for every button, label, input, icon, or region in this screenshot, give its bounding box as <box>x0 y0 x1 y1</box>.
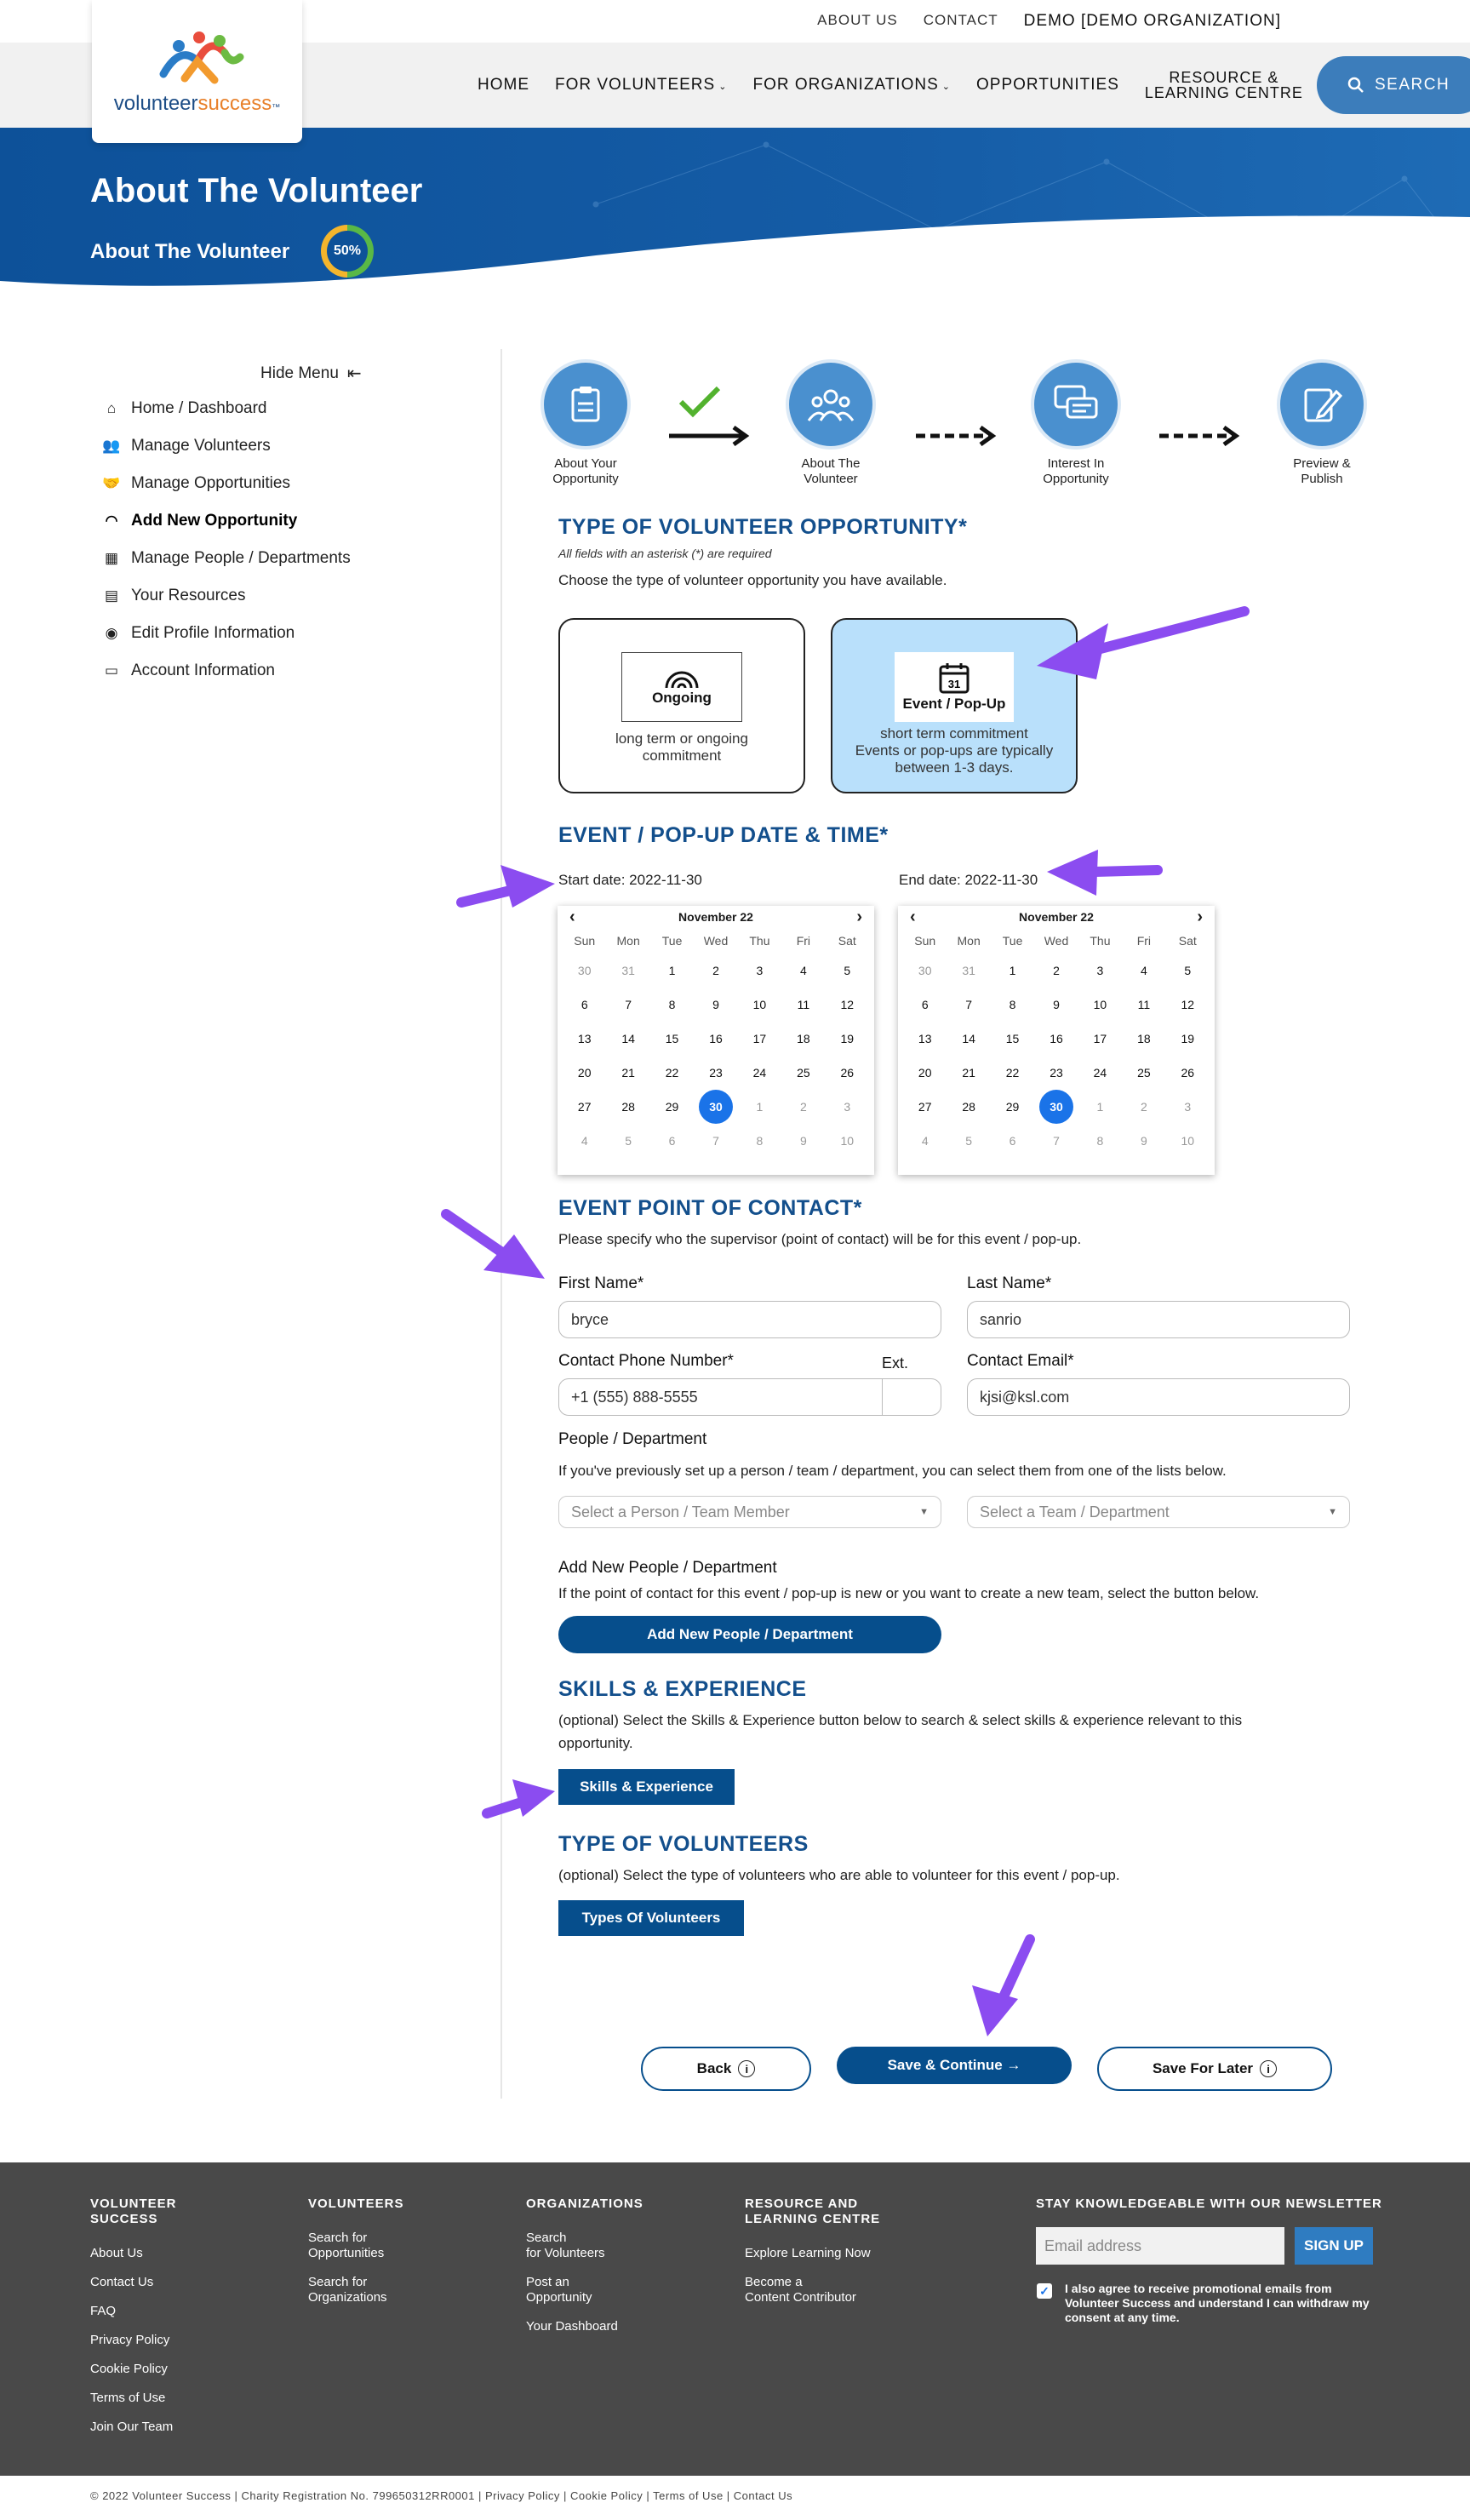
weekday-label: Tue <box>1002 934 1023 948</box>
calendar-day[interactable]: 15 <box>1005 1032 1020 1045</box>
calendar-day[interactable]: 5 <box>844 964 851 977</box>
weekday-label: Fri <box>796 934 811 948</box>
calendar-day[interactable]: 16 <box>1050 1032 1063 1045</box>
calendar-day[interactable]: 3 <box>1096 964 1104 977</box>
footer-link[interactable]: Join Our Team <box>90 2420 174 2434</box>
volunteer-types-description: (optional) Select the type of volunteers who are able to volunteer for this event / pop-up. <box>558 1867 1120 1883</box>
type-description: Choose the type of volunteer opportunity you have available. <box>558 572 947 588</box>
footer-link[interactable]: Privacy Policy <box>90 2333 170 2347</box>
calendar-day[interactable]: 22 <box>1005 1066 1020 1080</box>
calendar-day[interactable]: 30 <box>918 964 932 977</box>
next-month-button[interactable]: › <box>856 907 862 926</box>
volunteer-types-heading: TYPE OF VOLUNTEERS <box>558 1832 809 1856</box>
people-group-icon <box>807 383 855 426</box>
logo[interactable] <box>92 0 302 143</box>
calendar-day[interactable]: 21 <box>621 1066 635 1080</box>
select-person-dropdown[interactable]: Select a Person / Team Member ▼ <box>558 1496 941 1528</box>
annotation-arrow-icon <box>967 1933 1038 2042</box>
selected-day[interactable]: 30 <box>699 1090 733 1124</box>
calendar-day[interactable]: 30 <box>577 964 592 977</box>
calendar-day[interactable]: 31 <box>621 964 635 977</box>
info-icon: i <box>1260 2060 1277 2077</box>
calendar-day[interactable]: 2 <box>799 1100 807 1114</box>
weekday-label: Mon <box>616 934 640 948</box>
calendar-day[interactable]: 6 <box>581 998 588 1011</box>
copyright: © 2022 Volunteer Success | Charity Registration No. 799650312RR0001 | Privacy Policy | Cookie Policy | Terms of Use | Contact Us <box>90 2489 793 2502</box>
footer-link[interactable]: About Us <box>90 2246 143 2260</box>
rainbow-icon <box>663 667 701 690</box>
hero-banner <box>0 128 1470 302</box>
chevron-down-icon: ⌄ <box>938 82 952 92</box>
type-heading: TYPE OF VOLUNTEER OPPORTUNITY* <box>558 515 968 539</box>
calendar-day[interactable]: 27 <box>577 1100 592 1114</box>
calendar-day[interactable]: 19 <box>1181 1032 1195 1045</box>
last-name-label: Last Name* <box>967 1274 1052 1292</box>
weekday-label: Wed <box>1044 934 1069 948</box>
skills-description-2: opportunity. <box>558 1735 633 1751</box>
calendar-day[interactable]: 8 <box>668 998 676 1011</box>
edit-document-icon <box>1301 383 1343 426</box>
footer-link[interactable]: Become a Content Contributor <box>745 2275 856 2305</box>
calendar-month: November 22 <box>1019 910 1094 924</box>
calendar-day[interactable]: 9 <box>1140 1134 1147 1148</box>
footer-link[interactable]: Contact Us <box>90 2275 154 2289</box>
svg-text:31: 31 <box>947 678 961 690</box>
calendar-day[interactable]: 29 <box>1005 1100 1020 1114</box>
hero-wave <box>0 128 1470 302</box>
calendar-day[interactable]: 29 <box>665 1100 679 1114</box>
footer-link[interactable]: Search for Organizations <box>308 2275 387 2305</box>
calendar-month: November 22 <box>678 910 753 924</box>
phone-label: Contact Phone Number* <box>558 1352 734 1370</box>
clipboard-icon <box>564 383 607 426</box>
calendar-day[interactable]: 4 <box>1140 964 1147 977</box>
contact-description: Please specify who the supervisor (point of contact) will be for this event / pop-up. <box>558 1231 1082 1247</box>
weekday-label: Fri <box>1136 934 1152 948</box>
page-subtitle: About The Volunteer <box>90 240 290 263</box>
newsletter-heading: STAY KNOWLEDGEABLE WITH OUR NEWSLETTER <box>1036 2196 1382 2211</box>
weekday-label: Thu <box>1090 934 1111 948</box>
building-icon: ▦ <box>104 550 119 566</box>
calendar-day[interactable]: 8 <box>1009 998 1016 1011</box>
organization-name[interactable]: DEMO [DEMO ORGANIZATION] <box>1023 12 1281 30</box>
calendar-day[interactable] <box>694 1090 737 1124</box>
start-date-calendar <box>558 906 874 1175</box>
calendar-day[interactable]: 18 <box>797 1032 810 1045</box>
calendar-day[interactable]: 26 <box>840 1066 855 1080</box>
home-icon: ⌂ <box>106 400 117 416</box>
calendar-day[interactable]: 25 <box>1137 1066 1151 1080</box>
step-arrow-dashed <box>1159 426 1241 446</box>
annotation-arrow-icon <box>482 1776 558 1822</box>
step-interest[interactable]: Interest In Opportunity <box>999 363 1153 487</box>
footer-link[interactable]: Search for Volunteers <box>526 2231 605 2260</box>
calendar-day[interactable]: 2 <box>712 964 719 977</box>
nav-home[interactable]: HOME <box>478 76 529 94</box>
page-title: About The Volunteer <box>90 172 423 209</box>
newsletter-email-input[interactable]: Email address <box>1036 2227 1284 2265</box>
calendar-day[interactable]: 22 <box>665 1066 679 1080</box>
calendar-day[interactable]: 13 <box>918 1032 932 1045</box>
logo-people-icon <box>146 27 249 87</box>
sidebar-item-account[interactable]: ▭ Account Information <box>102 652 351 690</box>
weekday-label: Tue <box>661 934 683 948</box>
calendar-day[interactable]: 7 <box>712 1134 719 1148</box>
dates-heading: EVENT / POP-UP DATE & TIME* <box>558 823 889 847</box>
top-links <box>817 12 1281 31</box>
calendar-day[interactable]: 1 <box>756 1100 764 1114</box>
footer-link[interactable]: Explore Learning Now <box>745 2246 871 2260</box>
calendar-day[interactable]: 7 <box>1053 1134 1060 1148</box>
email-input[interactable]: kjsi@ksl.com <box>967 1378 1350 1416</box>
ext-input[interactable] <box>882 1378 941 1416</box>
sidebar-item-add-new-opportunity[interactable]: ◠ Add New Opportunity <box>102 502 351 540</box>
email-label: Contact Email* <box>967 1352 1074 1370</box>
calendar-day[interactable]: 3 <box>756 964 764 977</box>
first-name-input[interactable]: bryce <box>558 1301 941 1338</box>
calendar-day[interactable]: 24 <box>752 1066 767 1080</box>
progress-percent: 50% <box>327 231 368 272</box>
calendar-day[interactable]: 2 <box>1053 964 1060 977</box>
back-button[interactable]: Back i <box>641 2047 811 2091</box>
footer-link[interactable]: Search for Opportunities <box>308 2231 385 2260</box>
ongoing-card[interactable]: Ongoing long term or ongoing commitment <box>558 618 805 793</box>
calendar-day[interactable]: 14 <box>621 1032 635 1045</box>
calendar-day[interactable]: 23 <box>709 1066 723 1080</box>
sidebar-item-edit-profile[interactable]: ◉ Edit Profile Information <box>102 615 351 652</box>
caret-down-icon: ▼ <box>919 1507 929 1517</box>
footer-col-volunteer-success: VOLUNTEER SUCCESS About Us Contact Us FAQ Privacy Policy Cookie Policy Terms of Use Join Our Team <box>90 2196 177 2434</box>
select-team-dropdown[interactable]: Select a Team / Department ▼ <box>967 1496 1350 1528</box>
footer-link[interactable]: Terms of Use <box>90 2391 166 2405</box>
sign-up-button[interactable]: SIGN UP <box>1295 2227 1373 2265</box>
calendar-day[interactable]: 15 <box>665 1032 679 1045</box>
calendar-day[interactable]: 16 <box>709 1032 723 1045</box>
calendar-day[interactable]: 9 <box>799 1134 807 1148</box>
ext-label: Ext. <box>882 1354 909 1372</box>
sidebar-item-home[interactable]: ⌂ Home / Dashboard <box>102 390 351 427</box>
calendar-day[interactable]: 10 <box>1093 998 1107 1011</box>
weekday-label: Sat <box>1178 934 1197 948</box>
sidebar-item-resources[interactable]: ▤ Your Resources <box>102 577 351 615</box>
nav-resource-centre[interactable]: RESOURCE & LEARNING CENTRE <box>1144 69 1303 101</box>
consent-checkbox[interactable]: ✓ <box>1037 2283 1052 2299</box>
calendar-day[interactable]: 13 <box>577 1032 592 1045</box>
calendar-day[interactable]: 7 <box>965 998 973 1011</box>
weekday-label: Wed <box>703 934 729 948</box>
phone-input[interactable]: +1 (555) 888-5555 <box>558 1378 884 1416</box>
calendar-day[interactable]: 14 <box>962 1032 975 1045</box>
chat-icon <box>1052 383 1100 426</box>
weekday-label: Thu <box>749 934 770 948</box>
calendar-day[interactable]: 1 <box>1096 1100 1104 1114</box>
calendar-day[interactable]: 8 <box>1096 1134 1104 1148</box>
calendar-day[interactable]: 10 <box>1181 1134 1195 1148</box>
sidebar-item-manage-people[interactable]: ▦ Manage People / Departments <box>102 540 351 577</box>
end-date-calendar <box>898 906 1215 1175</box>
next-month-button[interactable]: › <box>1197 907 1203 926</box>
types-of-volunteers-button[interactable]: Types Of Volunteers <box>558 1900 744 1936</box>
people-description: If you've previously set up a person / team / department, you can select them from one of the lists below. <box>558 1463 1227 1479</box>
calendar-day[interactable]: 28 <box>962 1100 975 1114</box>
skills-experience-button[interactable]: Skills & Experience <box>558 1769 735 1805</box>
sidebar-item-manage-volunteers[interactable]: 👥 Manage Volunteers <box>102 437 271 455</box>
weekday-label: Sat <box>838 934 856 948</box>
calendar-day[interactable]: 3 <box>844 1100 851 1114</box>
step-about-volunteer[interactable]: About The Volunteer <box>754 363 907 487</box>
people-icon: 👥 <box>102 438 121 454</box>
caret-down-icon: ▼ <box>1328 1507 1337 1517</box>
handshake-icon: 🤝 <box>102 475 121 491</box>
footer-link[interactable]: FAQ <box>90 2304 117 2318</box>
calendar-day[interactable]: 28 <box>621 1100 635 1114</box>
calendar-day[interactable]: 5 <box>965 1134 973 1148</box>
footer-col-volunteers: VOLUNTEERS Search for Opportunities Search for Organizations <box>308 2196 404 2305</box>
calendar-day[interactable]: 10 <box>752 998 767 1011</box>
nav-for-organizations[interactable]: FOR ORGANIZATIONS ⌄ <box>752 76 952 94</box>
sidebar-item-manage-opportunities[interactable]: 🤝 Manage Opportunities <box>102 474 290 492</box>
collapse-arrow-icon: ⇤ <box>346 364 362 383</box>
skills-heading: SKILLS & EXPERIENCE <box>558 1677 807 1701</box>
check-icon <box>678 385 722 419</box>
nav-for-volunteers[interactable]: FOR VOLUNTEERS ⌄ <box>555 76 728 94</box>
calendar-day[interactable]: 26 <box>1181 1066 1195 1080</box>
id-card-icon: ▭ <box>104 662 119 679</box>
calendar-day[interactable]: 17 <box>1093 1032 1107 1045</box>
step-arrow-dashed <box>916 426 998 446</box>
weekday-label: Mon <box>957 934 981 948</box>
start-date-label: Start date: 2022-11-30 <box>558 872 702 888</box>
sidebar-menu <box>102 390 351 690</box>
calendar-day[interactable]: 18 <box>1137 1032 1151 1045</box>
calendar-day[interactable]: 24 <box>1093 1066 1107 1080</box>
logo-text: volunteersuccess™ <box>113 92 281 115</box>
annotation-arrow-icon <box>456 860 558 911</box>
annotation-arrow-icon <box>1030 604 1251 683</box>
calendar-day[interactable]: 25 <box>797 1066 810 1080</box>
weekday-label: Sun <box>914 934 936 948</box>
footer <box>0 2162 1470 2476</box>
calendar-day[interactable]: 6 <box>1009 1134 1016 1148</box>
calendar-day[interactable]: 1 <box>1009 964 1016 977</box>
end-date-label: End date: 2022-11-30 <box>899 872 1038 888</box>
hide-menu-button[interactable]: Hide Menu ⇤ <box>260 364 362 383</box>
footer-col-organizations: ORGANIZATIONS Search for Volunteers Post an Opportunity Your Dashboard <box>526 2196 643 2334</box>
calendar-day[interactable]: 5 <box>1184 964 1192 977</box>
search-button[interactable]: SEARCH <box>1317 56 1470 114</box>
prev-month-button[interactable]: ‹ <box>569 907 575 926</box>
calendar-day[interactable]: 2 <box>1140 1100 1147 1114</box>
search-icon <box>1347 77 1364 94</box>
user-circle-icon: ◉ <box>105 625 118 641</box>
annotation-arrow-icon <box>439 1207 550 1282</box>
calendar-day[interactable]: 4 <box>581 1134 588 1148</box>
people-label: People / Department <box>558 1430 707 1448</box>
add-people-label: Add New People / Department <box>558 1559 777 1577</box>
event-popup-card[interactable]: 31 Event / Pop-Up short term commitment Events or pop-ups are typically between 1-3 days. <box>831 618 1078 793</box>
footer-link[interactable]: Cookie Policy <box>90 2362 168 2376</box>
calendar-day[interactable]: 19 <box>840 1032 855 1045</box>
save-for-later-button[interactable]: Save For Later i <box>1097 2047 1332 2091</box>
calendar-day[interactable]: 3 <box>1184 1100 1192 1114</box>
calendar-day[interactable]: 5 <box>625 1134 632 1148</box>
calendar-day[interactable]: 9 <box>712 998 719 1011</box>
archive-icon: ▤ <box>104 587 119 604</box>
weekday-label: Sun <box>574 934 596 948</box>
calendar-day[interactable]: 6 <box>668 1134 676 1148</box>
calendar-day[interactable]: 21 <box>962 1066 975 1080</box>
step-arrow-solid <box>669 426 751 446</box>
annotation-arrow-icon <box>1044 846 1163 899</box>
main-nav <box>478 43 1364 128</box>
calendar-day[interactable]: 10 <box>840 1134 855 1148</box>
calendar-day[interactable]: 17 <box>752 1032 767 1045</box>
footer-link[interactable]: Post an Opportunity <box>526 2275 592 2305</box>
chevron-down-icon: ⌄ <box>715 82 728 92</box>
last-name-input[interactable]: sanrio <box>967 1301 1350 1338</box>
calendar-day[interactable]: 23 <box>1050 1066 1063 1080</box>
about-us-link[interactable]: ABOUT US <box>817 12 898 28</box>
calendar-day[interactable]: 7 <box>625 998 632 1011</box>
nav-opportunities[interactable]: OPPORTUNITIES <box>976 76 1119 94</box>
calendar-day[interactable]: 20 <box>577 1066 592 1080</box>
rainbow-icon: ◠ <box>105 513 118 529</box>
calendar-day[interactable]: 12 <box>840 998 855 1011</box>
calendar-day[interactable]: 8 <box>756 1134 764 1148</box>
calendar-day[interactable] <box>1034 1090 1078 1124</box>
consent-text: I also agree to receive promotional emails from Volunteer Success and understand I can withdraw my consent at any time. <box>1065 2282 1370 2324</box>
add-new-people-button[interactable]: Add New People / Department <box>558 1616 941 1653</box>
calendar-icon <box>937 662 971 696</box>
contact-heading: EVENT POINT OF CONTACT* <box>558 1196 862 1220</box>
footer-col-resources: RESOURCE AND LEARNING CENTRE Explore Learning Now Become a Content Contributor <box>745 2196 881 2305</box>
selected-day[interactable]: 30 <box>1039 1090 1073 1124</box>
first-name-label: First Name* <box>558 1274 644 1292</box>
calendar-day[interactable]: 4 <box>799 964 807 977</box>
required-note: All fields with an asterisk (*) are required <box>558 547 772 560</box>
calendar-day[interactable]: 12 <box>1181 998 1195 1011</box>
calendar-day[interactable]: 9 <box>1053 998 1060 1011</box>
save-continue-button[interactable]: Save & Continue → <box>837 2047 1072 2084</box>
info-icon: i <box>738 2060 755 2077</box>
calendar-day[interactable]: 11 <box>797 998 810 1011</box>
calendar-day[interactable]: 1 <box>668 964 676 977</box>
calendar-day[interactable]: 6 <box>921 998 929 1011</box>
calendar-day[interactable]: 27 <box>918 1100 932 1114</box>
calendar-day[interactable]: 31 <box>962 964 975 977</box>
prev-month-button[interactable]: ‹ <box>910 907 916 926</box>
skills-description-1: (optional) Select the Skills & Experience button below to search & select skills & experience relevant to this <box>558 1712 1243 1728</box>
calendar-day[interactable]: 11 <box>1137 998 1151 1011</box>
calendar-day[interactable]: 20 <box>918 1066 932 1080</box>
step-preview[interactable]: Preview & Publish <box>1245 363 1399 487</box>
add-people-description: If the point of contact for this event / pop-up is new or you want to create a new team, select the button below. <box>558 1585 1260 1601</box>
contact-link[interactable]: CONTACT <box>923 12 998 28</box>
footer-link[interactable]: Your Dashboard <box>526 2319 618 2334</box>
step-about-opportunity[interactable]: About Your Opportunity <box>509 363 662 487</box>
calendar-day[interactable]: 4 <box>921 1134 929 1148</box>
